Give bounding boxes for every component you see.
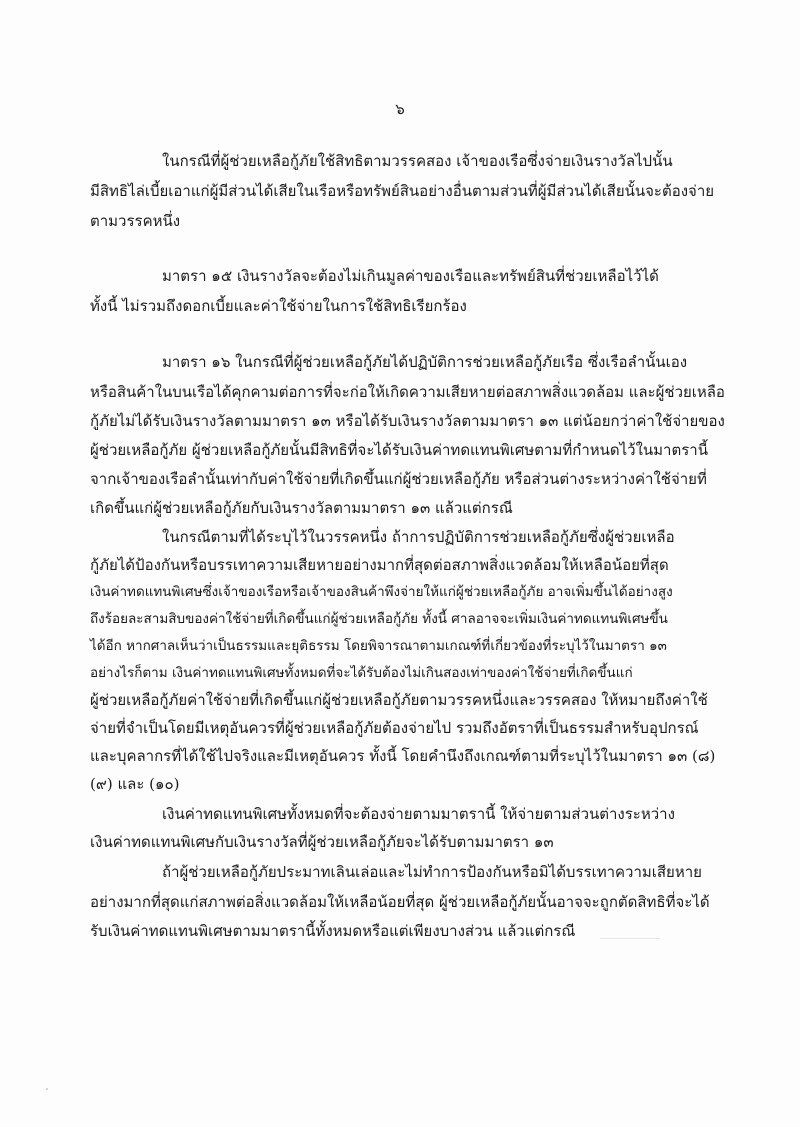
section-15-heading-line: มาตรา ๑๕ เงินรางวัลจะต้องไม่เกินมูลค่าของเรือและทรัพย์สินที่ช่วยเหลือไว้ได้ <box>162 267 659 285</box>
text-line: ผู้ช่วยเหลือกู้ภัย ผู้ช่วยเหลือกู้ภัยนั้นมีสิทธิที่จะได้รับเงินค่าทดแทนพิเศษตามที่กำหนดไว้ในมาตรานี้ <box>90 441 708 459</box>
text-line-with-revisions: อย่างมากที่สุดแก่สภาพต่อสิ่งแวดล้อมให้เหลือน้อยที่สุด ผู้ช่วยเหลือกู้ภัยนั้นอาจจะถูกตัดสิทธิที่จะได้ <box>90 893 710 911</box>
text-line: ทั้งนี้ ไม่รวมถึงดอกเบี้ยและค่าใช้จ่ายในการใช้สิทธิเรียกร้อง <box>90 297 467 315</box>
text-line-with-revisions: กู้ภัยได้ป้องกันหรือบรรเทาความเสียหายอย่างมากที่สุดต่อสภาพสิ่งแวดล้อมให้เหลือน้อยที่สุด <box>90 556 669 574</box>
text-line: ตามวรรคหนึ่ง <box>90 212 181 230</box>
text-line: ถึงร้อยละสามสิบของค่าใช้จ่ายที่เกิดขึ้นแก่ผู้ช่วยเหลือกู้ภัย ทั้งนี้ ศาลอาจจะเพิ่มเงินค่าทดแทนพิเศษขึ้น <box>90 611 668 627</box>
page-number: ๖ <box>395 100 405 118</box>
text-line: ถ้าผู้ช่วยเหลือกู้ภัยประมาทเลินเล่อและไม่ทำการป้องกันหรือมิได้บรรเทาความเสียหาย <box>162 863 702 881</box>
text-line: เงินค่าทดแทนพิเศษซึ่งเจ้าของเรือหรือเจ้าของสินค้าพึงจ่ายให้แก่ผู้ช่วยเหลือกู้ภัย อาจเพิ่มขึ้นได้อย่างสูง <box>90 584 673 600</box>
text-line: มีสิทธิไล่เบี้ยเอาแก่ผู้มีส่วนได้เสียในเรือหรือทรัพย์สินอย่างอื่นตามส่วนที่ผู้มีส่วนได้เสียนั้นจะต้องจ่าย <box>90 182 715 200</box>
text-line: ในกรณีตามที่ได้ระบุไว้ในวรรคหนึ่ง ถ้าการปฏิบัติการช่วยเหลือกู้ภัยซึ่งผู้ช่วยเหลือ <box>162 528 675 546</box>
text-line-with-revisions: หรือสินค้าในบนเรือได้คุกคามต่อการที่จะก่อให้เกิดความเสียหายต่อสภาพสิ่งแวดล้อม และผู้ช่วยเหลือ <box>90 383 725 401</box>
text-line: ผู้ช่วยเหลือกู้ภัยค่าใช้จ่ายที่เกิดขึ้นแก่ผู้ช่วยเหลือกู้ภัยตามวรรคหนึ่งและวรรคสอง ให้หมายถึงค่าใช้ <box>90 691 708 709</box>
text-line: ได้อีก หากศาลเห็นว่าเป็นธรรมและยุติธรรม โดยพิจารณาตามเกณฑ์ที่เกี่ยวข้องที่ระบุไว้ในมาตรา ๑๓ <box>90 638 667 654</box>
text-line: กู้ภัยไม่ได้รับเงินรางวัลตามมาตรา ๑๓ หรือได้รับเงินรางวัลตามมาตรา ๑๓ แต่น้อยกว่าค่าใช้จ่ายของ <box>90 412 725 430</box>
text-line: จากเจ้าของเรือลำนั้นเท่ากับค่าใช้จ่ายที่เกิดขึ้นแก่ผู้ช่วยเหลือกู้ภัย หรือส่วนต่างระหว่างค่าใช้จ่ายที่ <box>90 470 707 488</box>
text-line: เงินค่าทดแทนพิเศษทั้งหมดที่จะต้องจ่ายตามมาตรานี้ ให้จ่ายตามส่วนต่างระหว่าง <box>162 805 675 823</box>
text-line: เงินค่าทดแทนพิเศษกับเงินรางวัลที่ผู้ช่วยเหลือกู้ภัยจะได้รับตามมาตรา ๑๓ <box>90 833 554 851</box>
text-line: ในกรณีที่ผู้ช่วยเหลือกู้ภัยใช้สิทธิตามวรรคสอง เจ้าของเรือซึ่งจ่ายเงินรางวัลไปนั้น <box>162 152 673 170</box>
text-line: และบุคลากรที่ได้ใช้ไปจริงและมีเหตุอันควร ทั้งนี้ โดยคำนึงถึงเกณฑ์ตามที่ระบุไว้ในมาตรา ๑๓ (๘) <box>90 747 716 765</box>
text-line: รับเงินค่าทดแทนพิเศษตามมาตรานี้ทั้งหมดหรือแต่เพียงบางส่วน แล้วแต่กรณี <box>90 922 576 940</box>
section-16-heading-line: มาตรา ๑๖ ในกรณีที่ผู้ช่วยเหลือกู้ภัยได้ปฏิบัติการช่วยเหลือกู้ภัยเรือ ซึ่งเรือลำนั้นเอง <box>162 353 688 371</box>
scan-speck <box>46 1088 48 1090</box>
text-line: จ่ายที่จำเป็นโดยมีเหตุอันควรที่ผู้ช่วยเหลือกู้ภัยต้องจ่ายไป รวมถึงอัตราที่เป็นธรรมสำหรับอุปกรณ์ <box>90 719 699 737</box>
text-line: (๙) และ (๑๐) <box>90 775 180 793</box>
scan-speck <box>600 938 660 939</box>
text-line: เกิดขึ้นแก่ผู้ช่วยเหลือกู้ภัยกับเงินรางวัลตามมาตรา ๑๓ แล้วแต่กรณี <box>90 499 513 517</box>
text-line: อย่างไรก็ตาม เงินค่าทดแทนพิเศษทั้งหมดที่จะได้รับต้องไม่เกินสองเท่าของค่าใช้จ่ายที่เกิดขึ้นแก่ <box>90 665 633 681</box>
